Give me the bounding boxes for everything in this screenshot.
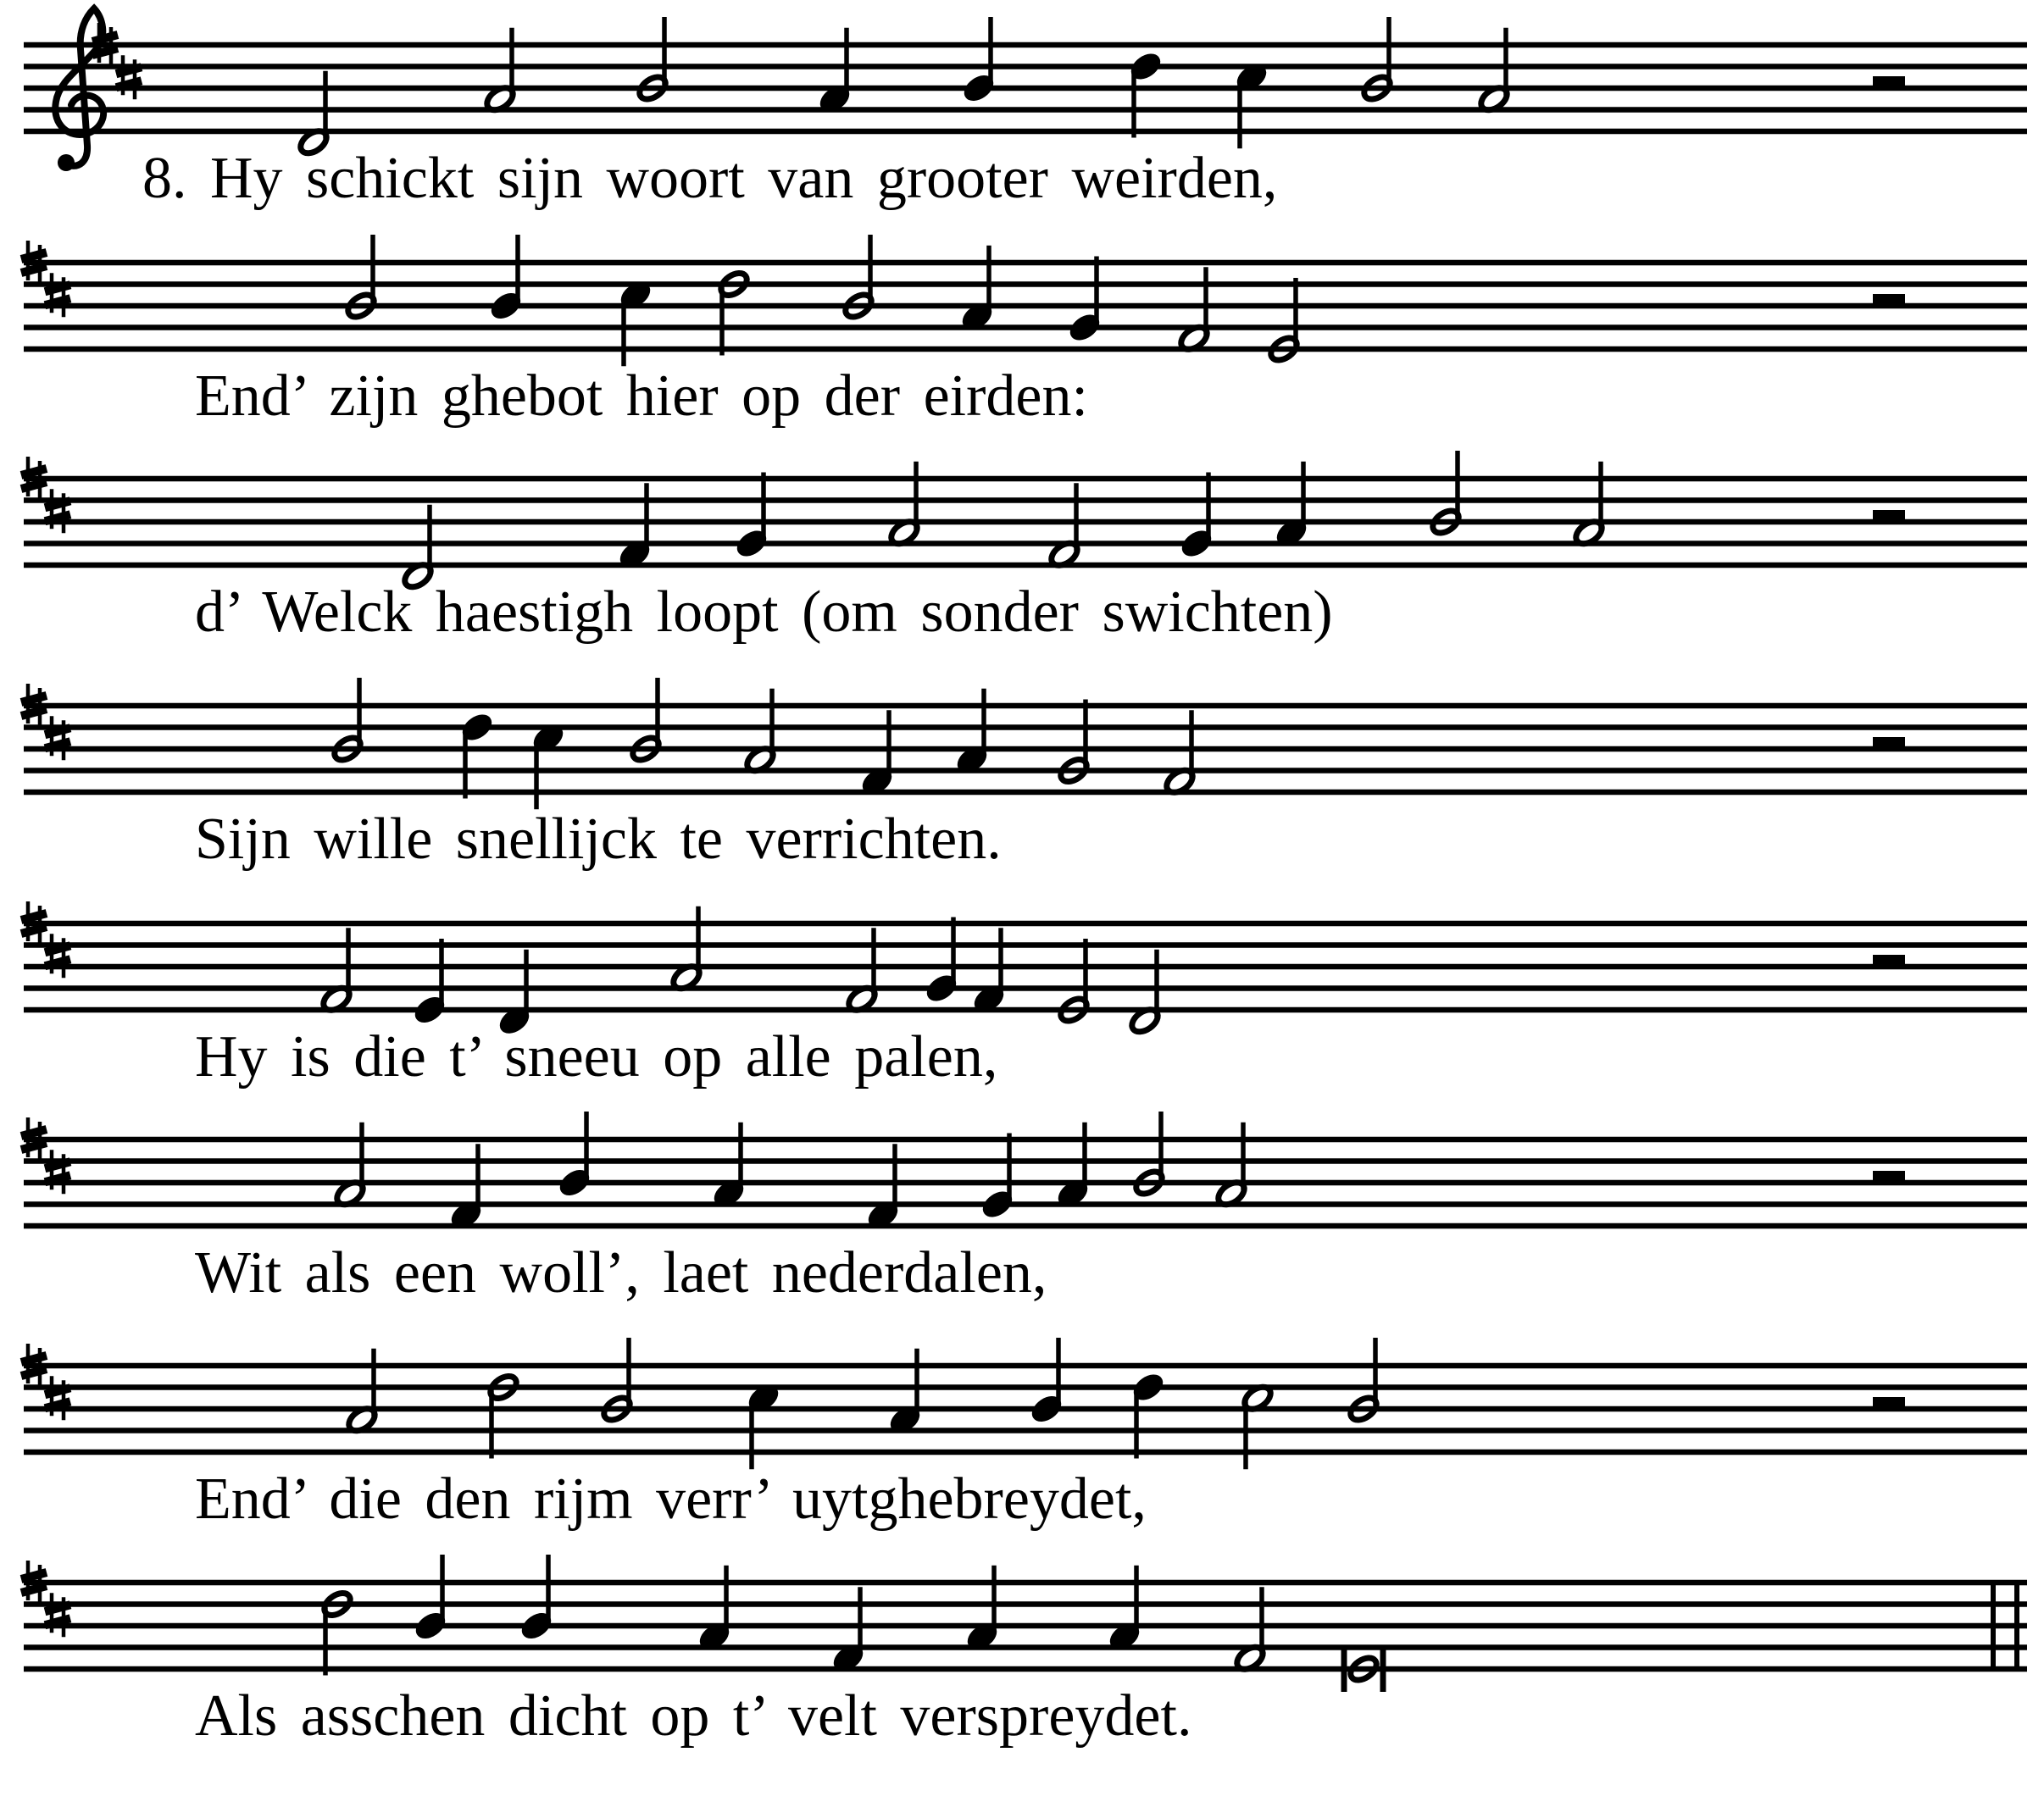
note-A4-quarter	[955, 689, 989, 775]
note-A4-quarter	[697, 1566, 731, 1652]
half-rest	[1873, 294, 1905, 306]
half-rest	[1873, 955, 1905, 967]
note-E4-quarter	[413, 939, 447, 1025]
note-A4-half	[483, 28, 517, 114]
note-D5-quarter	[460, 712, 494, 798]
sharp-icon	[45, 934, 70, 978]
note-F#4-quarter	[618, 483, 652, 569]
staff-lines	[24, 706, 2027, 792]
note-A4-half	[1477, 28, 1511, 114]
staff-3	[21, 451, 2027, 645]
note-A4-half	[743, 689, 777, 775]
half-rest	[1873, 1171, 1905, 1183]
note-G4-quarter	[980, 1134, 1014, 1220]
staff-1	[24, 8, 2027, 211]
note-D5-quarter	[1129, 51, 1163, 137]
lyric-line-7: End’ die den rijm verr’ uytghebreydet,	[195, 1467, 1147, 1532]
staff-2	[21, 235, 2027, 429]
lyric-line-5: Hy is die t’ sneeu op alle palen,	[195, 1024, 998, 1090]
note-A4-half	[1572, 462, 1606, 548]
note-A4-half	[333, 1123, 367, 1209]
note-A4-quarter	[960, 246, 994, 332]
staff-5	[21, 901, 2027, 1090]
lyric-line-6: Wit als een woll’, laet nederdalen,	[195, 1240, 1047, 1306]
note-B4-quarter	[962, 17, 996, 103]
note-F#4-quarter	[972, 928, 1006, 1014]
note-F#4-half	[1163, 710, 1197, 796]
note-C#5-quarter	[619, 280, 653, 366]
note-A4-quarter	[888, 1349, 922, 1435]
note-F#4-half	[1177, 267, 1211, 353]
sharp-icon	[45, 1376, 70, 1420]
note-A4-half	[1214, 1123, 1248, 1209]
staff-4	[21, 678, 2027, 872]
note-A4-quarter	[965, 1566, 999, 1652]
note-B4-quarter	[1030, 1338, 1064, 1424]
sharp-icon	[116, 55, 142, 99]
staff-lines	[24, 479, 2027, 565]
staff-lines	[24, 263, 2027, 349]
sharp-icon	[45, 716, 70, 760]
staff-8	[21, 1555, 2027, 1749]
half-rest	[1873, 76, 1905, 88]
staff-lines	[24, 1139, 2027, 1226]
note-D4-quarter	[497, 950, 531, 1036]
staff-lines	[24, 1366, 2027, 1452]
staff-6	[21, 1112, 2027, 1306]
note-C#5-quarter	[531, 723, 565, 809]
note-B4-quarter	[489, 235, 523, 321]
lyric-line-3: d’ Welck haestigh loopt (om sonder swichten)	[195, 579, 1333, 645]
note-G4-quarter	[1180, 473, 1214, 559]
note-D4-half	[401, 505, 435, 591]
sharp-icon	[45, 273, 70, 317]
note-G4-quarter	[735, 473, 769, 559]
sharp-icon	[45, 1593, 70, 1637]
note-F#4-half	[845, 928, 879, 1014]
note-A4-quarter	[1056, 1123, 1090, 1209]
staff-7	[21, 1338, 2027, 1532]
note-G4-quarter	[925, 918, 958, 1004]
note-F#4-quarter	[831, 1587, 865, 1673]
note-A4-quarter	[818, 28, 852, 114]
half-rest	[1873, 510, 1905, 522]
note-C#5-quarter	[747, 1383, 780, 1469]
note-D4-half	[1128, 950, 1162, 1036]
note-F#4-half	[1047, 483, 1081, 569]
lyric-line-4: Sijn wille snellijck te verrichten.	[195, 807, 1002, 872]
half-rest	[1873, 737, 1905, 749]
lyric-line-8: Als asschen dicht op t’ velt verspreydet.	[195, 1683, 1192, 1749]
note-A4-quarter	[712, 1123, 746, 1209]
note-D4-half	[297, 71, 330, 158]
note-C#5-quarter	[1235, 62, 1269, 148]
note-B4-quarter	[558, 1112, 592, 1198]
note-A4-quarter	[1108, 1566, 1141, 1652]
note-G4-quarter	[1068, 257, 1102, 343]
note-F#4-half	[1233, 1587, 1267, 1673]
note-B4-quarter	[519, 1555, 553, 1641]
note-F#4-quarter	[866, 1144, 900, 1230]
note-A4-half	[345, 1349, 379, 1435]
half-rest	[1873, 1397, 1905, 1409]
note-C#5-half	[1241, 1383, 1275, 1469]
note-F#4-half	[319, 928, 353, 1014]
note-A4-quarter	[1275, 462, 1308, 548]
note-B4-quarter	[414, 1555, 447, 1641]
sharp-icon	[45, 489, 70, 533]
note-F#4-quarter	[449, 1144, 483, 1230]
sharp-icon	[45, 1150, 70, 1194]
note-A4-half	[887, 462, 921, 548]
lyric-line-2: End’ zijn ghebot hier op der eirden:	[195, 363, 1088, 429]
note-D5-quarter	[1131, 1372, 1165, 1458]
note-A4-half	[669, 907, 703, 993]
note-F#4-quarter	[860, 710, 894, 796]
lyric-line-1: 8. Hy schickt sijn woort van grooter weirden,	[142, 146, 1278, 211]
